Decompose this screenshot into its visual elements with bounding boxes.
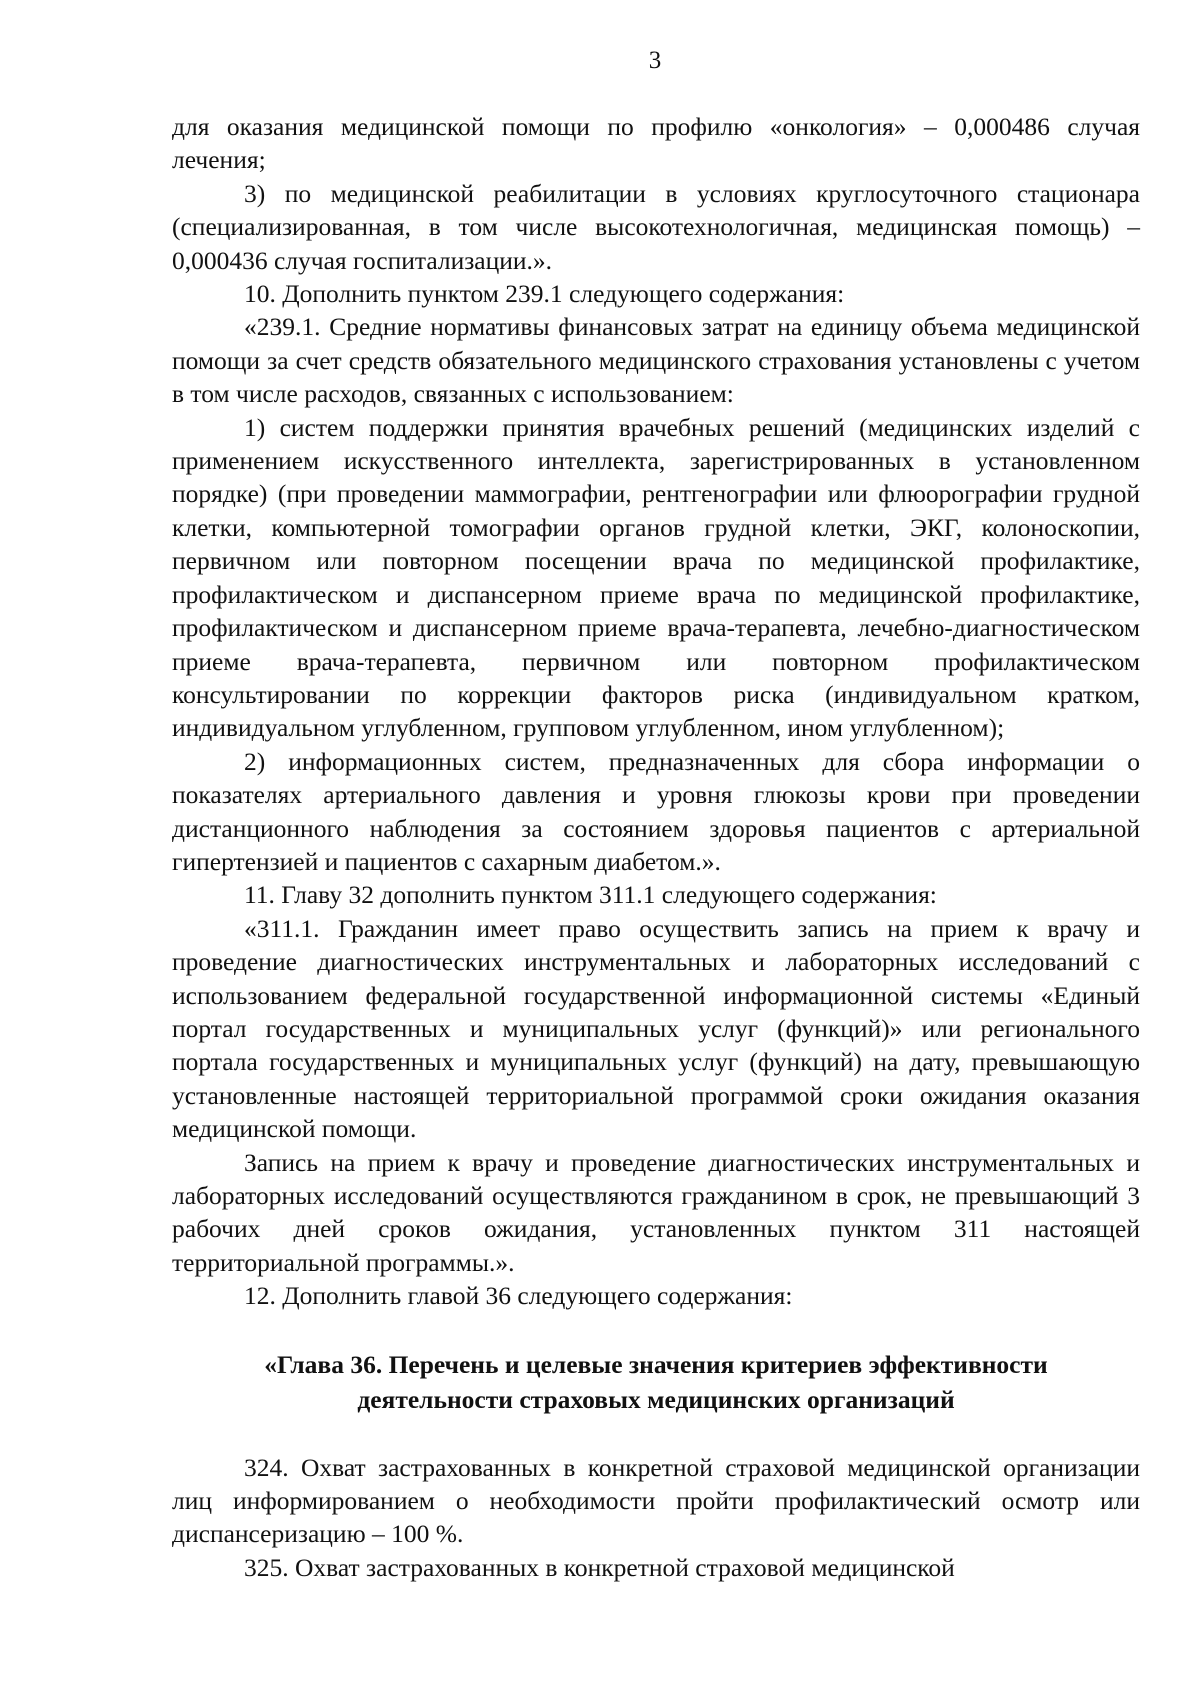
paragraph-239-1: «239.1. Средние нормативы финансовых затрат на единицу объема медицинской помощи за счет средств обязательного медицинского страхования установлены с учетом в том числе расходов, связанных с использованием: — [172, 312, 1140, 409]
paragraph-311-1: «311.1. Гражданин имеет право осуществить запись на прием к врачу и проведение диагностических инструментальных и лабораторных исследований с использованием федеральной государственной информационной системы «Единый портал государственных и муниципальных услуг (функций)» или регионального портала государственных и муниципальных услуг (функций) на дату, превышающую установленные настоящей территориальной программой сроки ожидания оказания медицинской помощи. — [172, 913, 1140, 1144]
paragraph-325: 325. Охват застрахованных в конкретной страховой медицинской — [244, 1552, 955, 1582]
paragraph-point-12: 12. Дополнить главой 36 следующего содержания: — [244, 1281, 793, 1311]
paragraph-item-3-rehabilitation: 3) по медицинской реабилитации в условиях круглосуточного стационара (специализированная, в том числе высокотехнологичная, медицинская помощь) – 0,000436 случая госпитализации.». — [172, 178, 1140, 275]
paragraph-point-10: 10. Дополнить пунктом 239.1 следующего содержания: — [244, 279, 845, 309]
paragraph-324: 324. Охват застрахованных в конкретной страховой медицинской организации лиц информированием о необходимости пройти профилактический осмотр или диспансеризацию – 100 %. — [172, 1452, 1140, 1549]
paragraph-point-11: 11. Главу 32 дополнить пунктом 311.1 следующего содержания: — [244, 880, 937, 910]
paragraph-239-1-item-2: 2) информационных систем, предназначенных для сбора информации о показателях артериального давления и уровня глюкозы крови при проведении дистанционного наблюдения за состоянием здоровья пациентов с артериальной гипертензией и пациентов с сахарным диабетом.». — [172, 746, 1140, 876]
paragraph-311-1-appointment: Запись на прием к врачу и проведение диагностических инструментальных и лабораторных исследований осуществляются гражданином в срок, не превышающий 3 рабочих дней сроков ожидания, установленных пунктом 311 настоящей территориальной программы.». — [172, 1147, 1140, 1277]
page-number: 3 — [648, 47, 662, 74]
chapter-heading-line-2: деятельности страховых медицинских организаций — [357, 1384, 955, 1414]
chapter-36-heading — [172, 1347, 1140, 1417]
paragraph-oncology-continuation: для оказания медицинской помощи по профилю «онкология» – 0,000486 случая лечения; — [172, 112, 1140, 175]
paragraph-239-1-item-1: 1) систем поддержки принятия врачебных решений (медицинских изделий с применением искусственного интеллекта, зарегистрированных в установленном порядке) (при проведении маммографии, рентгенографии или флюорографии грудной клетки, компьютерной томографии органов грудной клетки, ЭКГ, колоноскопии, первичном или повторном посещении врача по медицинской профилактике, профилактическом и диспансерном приеме врача по медицинской профилактике, профилактическом и диспансерном приеме врача-терапевта, лечебно-диагностическом приеме врача-терапевта, первичном или повторном профилактическом консультировании по коррекции факторов риска (индивидуальном кратком, индивидуальном углубленном, групповом углубленном, ином углубленном); — [172, 412, 1140, 743]
chapter-heading-line-1: «Глава 36. Перечень и целевые значения критериев эффективности — [264, 1349, 1048, 1379]
document-body — [172, 110, 1140, 1584]
